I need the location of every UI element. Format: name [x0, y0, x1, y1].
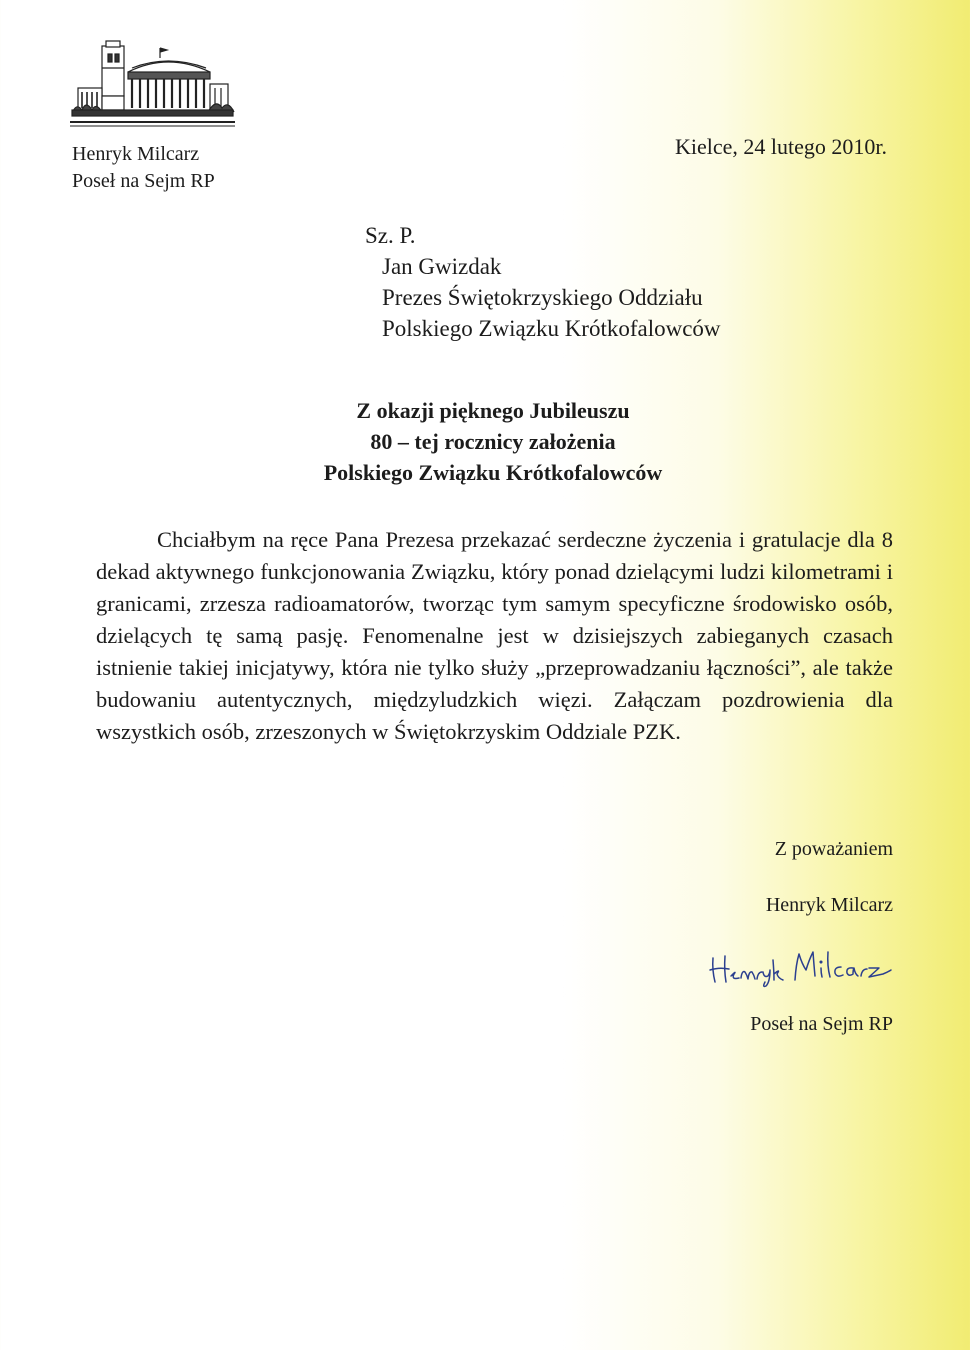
addressee-position-line1: Prezes Świętokrzyskiego Oddziału [382, 285, 703, 310]
signer-title: Poseł na Sejm RP [750, 1013, 893, 1035]
addressee-salutation: Sz. P. [365, 223, 416, 248]
handwritten-signature [707, 940, 895, 990]
sender-title: Poseł na Sejm RP [72, 170, 215, 192]
subject-heading [0, 395, 970, 488]
addressee-name: Jan Gwizdak [382, 254, 502, 279]
subject-line3: Polskiego Związku Krótkofalowców [323, 460, 663, 485]
sejm-building-logo [70, 38, 235, 130]
sender-name: Henryk Milcarz [72, 143, 200, 165]
place-date: Kielce, 24 lutego 2010r. [674, 134, 887, 159]
addressee-block [365, 220, 721, 344]
sender-block [72, 141, 215, 195]
body-paragraph: Chciałbym na ręce Pana Prezesa przekazać serdeczne życzenia i gratulacje dla 8 dekad aktywnego funkcjonowania Związku, który ponad dzielącymi ludzi kilometrami i granicami, zrzesza radioamatorów, tworząc tym samym specyficzne środowisko osób, dzielących tę samą pasję. Fenomenalne jest w dzisiejszych zabieganych czasach istnienie takiej inicjatywy, która nie tylko służy „przeprowadzaniu łączności”, ale także budowaniu autentycznych, międzyludzkich więzi. Załączam pozdrowienia dla wszystkich osób, zrzeszonych w Świętokrzyskim Oddziale PZK. [96, 527, 893, 744]
subject-line1: Z okazji pięknego Jubileuszu [356, 398, 630, 423]
subject-line2: 80 – tej rocznicy założenia [370, 429, 616, 454]
closing-greeting: Z poważaniem [774, 838, 893, 860]
signer-name: Henryk Milcarz [765, 894, 893, 916]
letter-body [96, 524, 893, 748]
addressee-position-line2: Polskiego Związku Krótkofalowców [382, 316, 721, 341]
